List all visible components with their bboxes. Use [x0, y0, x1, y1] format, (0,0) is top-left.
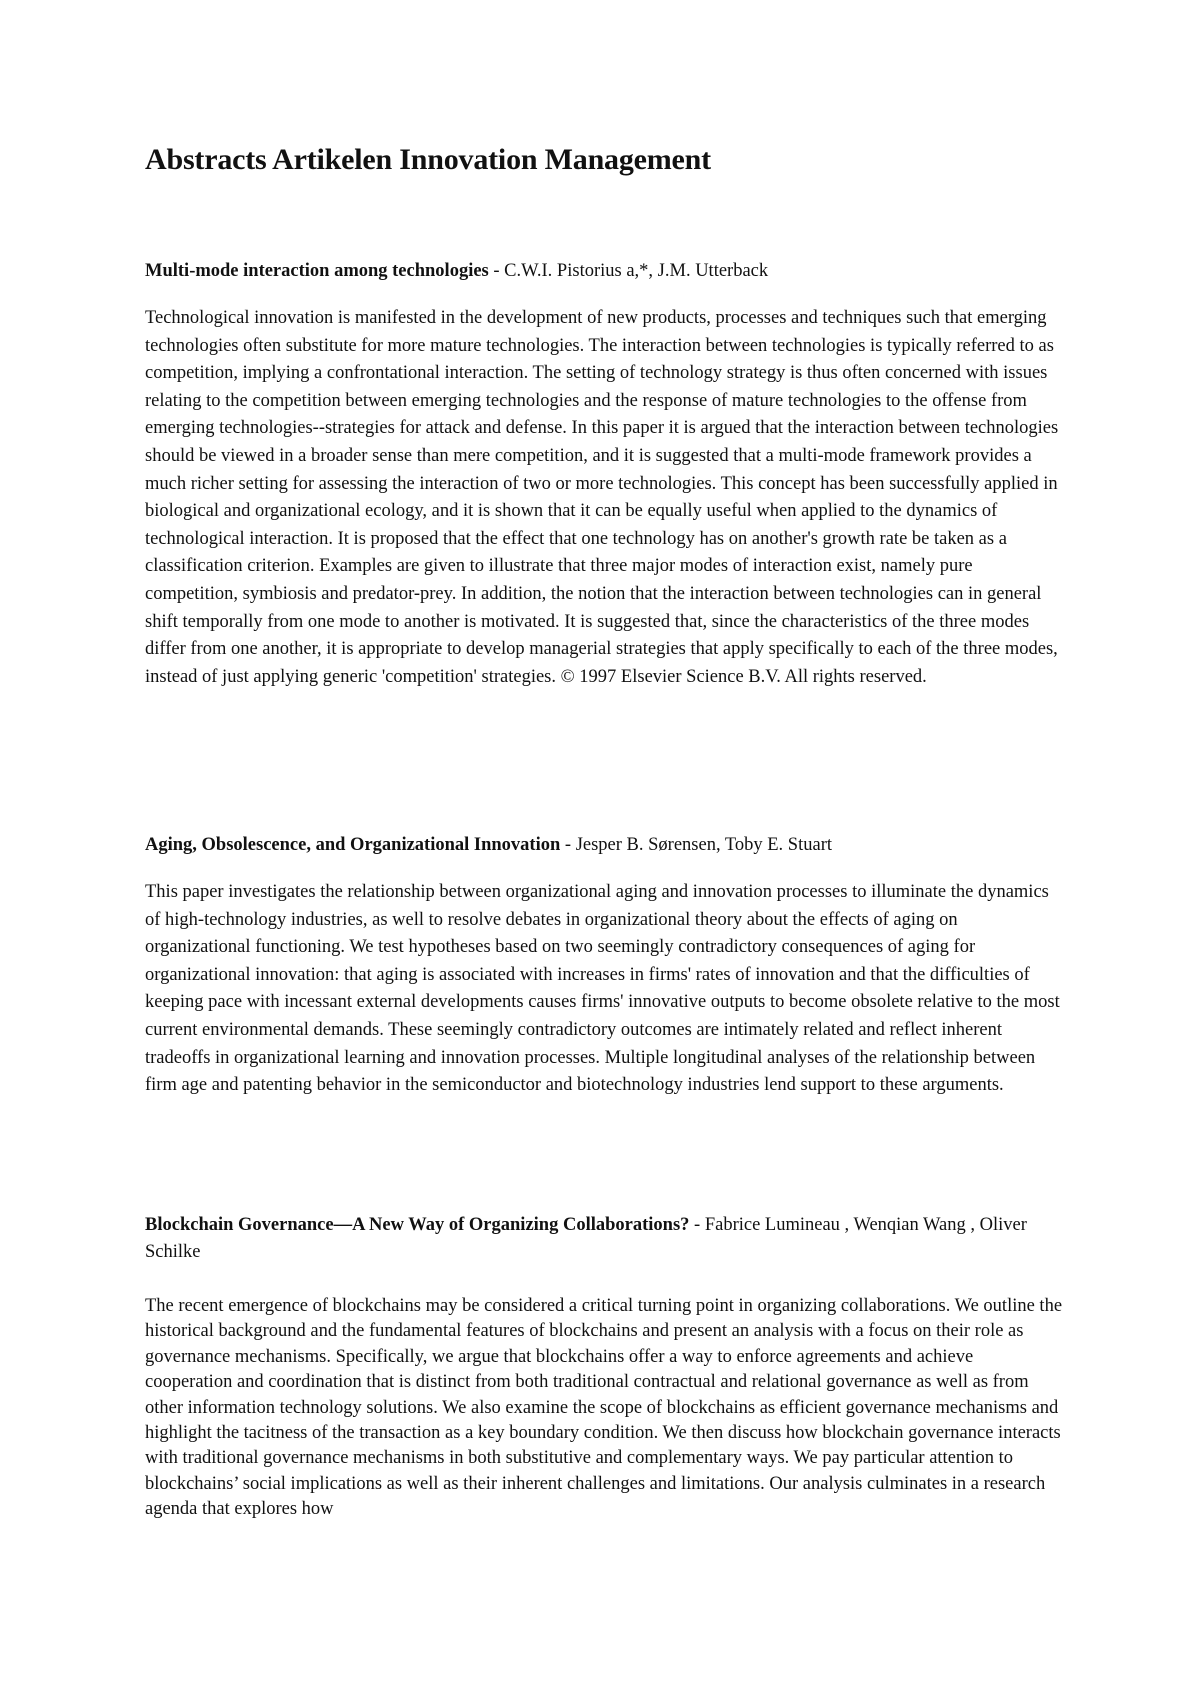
article-title: Multi-mode interaction among technologies [145, 261, 489, 281]
article-abstract: The recent emergence of blockchains may be considered a critical turning point in organizing collaborations. We outline the historical background and the fundamental features of blockchains and present an analysis with a focus on their role as governance mechanisms. Specifically, we argue that blockchains offer a way to enforce agreements and achieve cooperation and coordination that is distinct from both traditional contractual and relational governance as well as from other information technology solutions. We also examine the scope of blockchains as efficient governance mechanisms and highlight the tacitness of the transaction as a key boundary condition. We then discuss how blockchain governance interacts with traditional governance mechanisms in both substitutive and complementary ways. We pay particular attention to blockchains’ social implications as well as their inherent challenges and limitations. Our analysis culminates in a research agenda that explores how [145, 1296, 1063, 1520]
title-author-separator: - [488, 261, 505, 281]
article-abstract: Technological innovation is manifested in the development of new products, processes and techniques such that emerging technologies often substitute for more mature technologies. The interaction between technologies is typically referred to as competition, implying a confrontational interaction. The setting of technology strategy is thus often concerned with issues relating to the competition between emerging technologies and the response of mature technologies to the offense from emerging technologies--strategies for attack and defense. In this paper it is argued that the interaction between technologies should be viewed in a broader sense than mere competition, and it is suggested that a multi-mode framework provides a much richer setting for assessing the interaction of two or more technologies. This concept has been successfully applied in biological and organizational ecology, and it is shown that it can be equally useful when applied to the dynamics of technological interaction. It is proposed that the effect that one technology has on another's growth rate be taken as a classification criterion. Examples are given to illustrate that three major modes of interaction exist, namely pure competition, symbiosis and predator-prey. In addition, the notion that the interaction between technologies can in general shift temporally from one mode to another is motivated. It is suggested that, since the characteristics of the three modes differ from one another, it is appropriate to develop managerial strategies that apply specifically to each of the three modes, instead of just applying generic 'competition' strategies. © 1997 Elsevier Science B.V. All rights reserved. [145, 308, 1059, 687]
article-heading [145, 1212, 1063, 1266]
article-entry [145, 832, 1063, 1100]
document-title: Abstracts Artikelen Innovation Management [145, 143, 711, 176]
article-title: Blockchain Governance—A New Way of Organizing Collaborations? [145, 1215, 690, 1235]
document-page [145, 140, 1063, 1520]
title-author-separator: - [560, 835, 576, 855]
article-authors: C.W.I. Pistorius a,*, J.M. Utterback [504, 261, 769, 281]
article-authors: Fabrice Lumineau , Wenqian Wang , Oliver Schilke [145, 1215, 1027, 1262]
article-title: Aging, Obsolescence, and Organizational Innovation [145, 835, 561, 855]
article-heading [145, 258, 1063, 285]
article-entry [145, 258, 1063, 691]
article-abstract: This paper investigates the relationship between organizational aging and innovation processes to illuminate the dynamics of high-technology industries, as well to resolve debates in organizational theory about the effects of aging on organizational functioning. We test hypotheses based on two seemingly contradictory consequences of aging for organizational innovation: that aging is associated with increases in firms' rates of innovation and that the difficulties of keeping pace with incessant external developments causes firms' innovative outputs to become obsolete relative to the most current environmental demands. These seemingly contradictory outcomes are intimately related and reflect inherent tradeoffs in organizational learning and innovation processes. Multiple longitudinal analyses of the relationship between firm age and patenting behavior in the semiconductor and biotechnology industries lend support to these arguments. [145, 882, 1060, 1096]
article-entry [145, 1212, 1063, 1523]
title-author-separator: - [689, 1215, 705, 1235]
article-authors: Jesper B. Sørensen, Toby E. Stuart [575, 835, 832, 855]
article-heading [145, 832, 1063, 859]
